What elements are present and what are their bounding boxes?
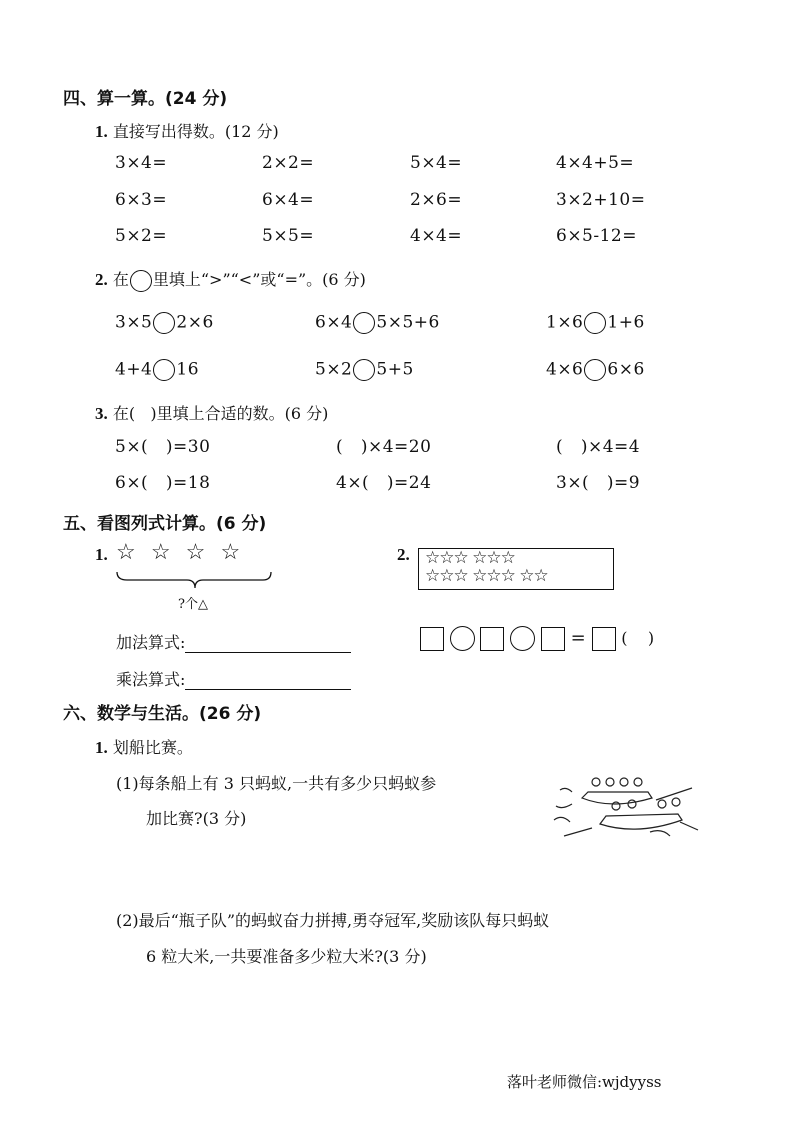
compare-circle-icon	[130, 270, 152, 292]
q3-text: 在( )里填上合适的数。(6 分)	[112, 404, 329, 423]
star-box	[418, 548, 614, 590]
star-icon: ☆	[220, 540, 241, 565]
answer-box[interactable]	[480, 627, 504, 651]
answer-circle[interactable]	[584, 359, 606, 381]
fill-item[interactable]: 5×( )=30	[115, 437, 211, 457]
q1-text: 直接写出得数。(12 分)	[112, 122, 279, 141]
sub-question-1-line-2: 加比赛?(3 分)	[146, 809, 247, 828]
picture-1-number: 1.	[95, 545, 108, 564]
multiplication-answer-line[interactable]	[185, 671, 351, 690]
star-icon: ☆	[185, 540, 206, 565]
q3-heading	[95, 401, 328, 424]
calc-1-1: 3×4=	[115, 153, 168, 173]
addition-row	[116, 630, 351, 653]
compare-left: 5×2	[315, 359, 353, 380]
calc-1-2: 2×2=	[262, 153, 315, 173]
equals-sign: =	[570, 627, 586, 649]
q1-heading	[95, 119, 279, 142]
operator-circle[interactable]	[450, 626, 475, 651]
footer-contact: 落叶老师微信:wjdyyss	[507, 1073, 662, 1091]
addition-label: 加法算式:	[116, 633, 186, 652]
compare-left: 1×6	[546, 312, 584, 333]
brace-icon	[115, 570, 275, 592]
q1-number: 1.	[95, 122, 108, 141]
multiplication-row	[116, 667, 351, 690]
q6-1-text: 划船比赛。	[112, 738, 193, 757]
star-row-2: ☆☆☆ ☆☆☆ ☆☆	[425, 566, 548, 586]
equation-boxes	[420, 626, 654, 651]
sub-question-2-line-2: 6 粒大米,一共要准备多少粒大米?(3 分)	[146, 947, 427, 966]
brace-label: ?个△	[178, 597, 208, 612]
compare-item	[546, 312, 645, 334]
q2-heading	[95, 267, 366, 292]
section-4-title: 四、算一算。(24 分)	[63, 89, 228, 109]
fill-item[interactable]: 6×( )=18	[115, 473, 211, 493]
answer-circle[interactable]	[353, 312, 375, 334]
unit-paren[interactable]: ( )	[621, 628, 655, 648]
compare-left: 6×4	[315, 312, 353, 333]
compare-right: 5+5	[376, 359, 414, 380]
compare-item	[315, 312, 440, 334]
answer-box[interactable]	[541, 627, 565, 651]
q6-1-number: 1.	[95, 738, 108, 757]
star-icon: ☆	[150, 540, 171, 565]
fill-item[interactable]: 3×( )=9	[556, 473, 641, 493]
calc-2-4: 3×2+10=	[556, 190, 646, 210]
compare-item	[546, 359, 645, 381]
star-icon: ☆	[116, 540, 136, 565]
compare-right: 2×6	[176, 312, 214, 333]
picture-2-number: 2.	[397, 545, 410, 564]
calc-3-4: 6×5-12=	[556, 226, 637, 246]
calc-2-1: 6×3=	[115, 190, 168, 210]
compare-item	[115, 312, 214, 334]
section-5-title: 五、看图列式计算。(6 分)	[63, 514, 267, 534]
compare-right: 16	[176, 359, 200, 380]
sub-question-1-line-1: (1)每条船上有 3 只蚂蚁,一共有多少只蚂蚁参	[116, 774, 437, 793]
fill-item[interactable]: ( )×4=20	[336, 437, 432, 457]
compare-right: 6×6	[607, 359, 645, 380]
answer-box[interactable]	[420, 627, 444, 651]
fill-item[interactable]: ( )×4=4	[556, 437, 641, 457]
answer-circle[interactable]	[353, 359, 375, 381]
compare-item	[115, 359, 199, 381]
rowing-ants-illustration	[552, 770, 700, 840]
result-box[interactable]	[592, 627, 616, 651]
answer-circle[interactable]	[153, 359, 175, 381]
q2-number: 2.	[95, 270, 108, 289]
star-group-1	[116, 540, 241, 565]
star-row-1: ☆☆☆ ☆☆☆	[425, 548, 515, 568]
calc-1-4: 4×4+5=	[556, 153, 635, 173]
compare-left: 4×6	[546, 359, 584, 380]
calc-2-3: 2×6=	[410, 190, 463, 210]
calc-2-2: 6×4=	[262, 190, 315, 210]
compare-left: 4+4	[115, 359, 153, 380]
answer-circle[interactable]	[584, 312, 606, 334]
compare-right: 1+6	[607, 312, 645, 333]
calc-3-3: 4×4=	[410, 226, 463, 246]
calc-1-3: 5×4=	[410, 153, 463, 173]
q6-1-heading	[95, 735, 193, 758]
sub-question-2-line-1: (2)最后“瓶子队”的蚂蚁奋力拼搏,勇夺冠军,奖励该队每只蚂蚁	[116, 911, 550, 930]
q2-pre: 在	[112, 270, 129, 289]
section-6-title: 六、数学与生活。(26 分)	[63, 704, 262, 724]
q3-number: 3.	[95, 404, 108, 423]
compare-item	[315, 359, 414, 381]
calc-3-1: 5×2=	[115, 226, 168, 246]
fill-item[interactable]: 4×( )=24	[336, 473, 432, 493]
addition-answer-line[interactable]	[185, 634, 351, 653]
multiplication-label: 乘法算式:	[116, 670, 186, 689]
compare-right: 5×5+6	[376, 312, 440, 333]
operator-circle[interactable]	[510, 626, 535, 651]
calc-3-2: 5×5=	[262, 226, 315, 246]
compare-left: 3×5	[115, 312, 153, 333]
q2-post: 里填上“>”“<”或“=”。(6 分)	[152, 270, 366, 289]
answer-circle[interactable]	[153, 312, 175, 334]
